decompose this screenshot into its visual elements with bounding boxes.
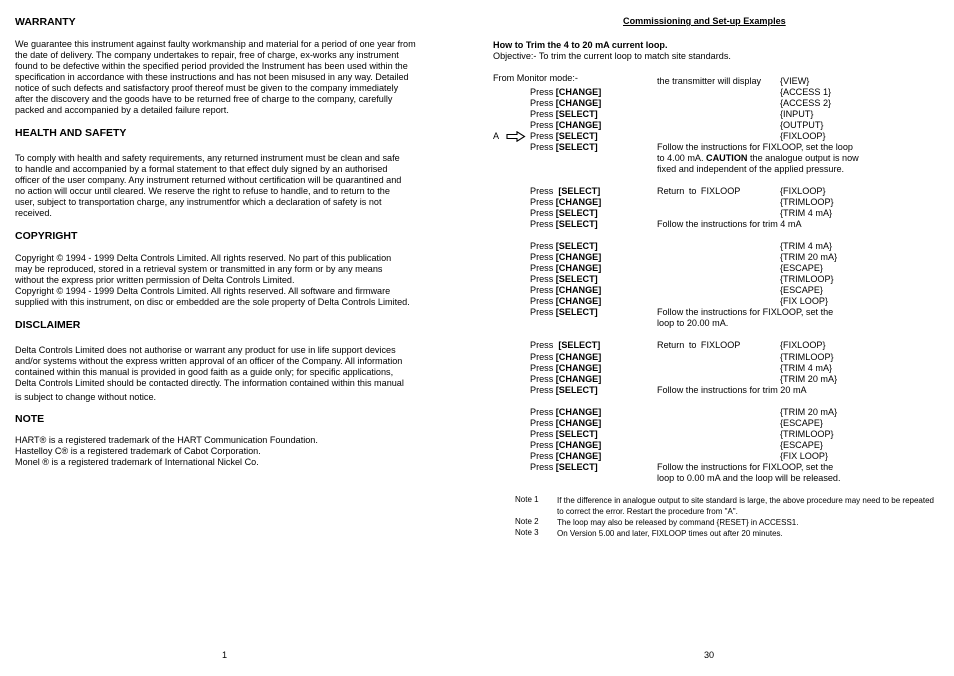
step-row: Press [CHANGE] xyxy=(530,296,602,306)
disclaimer-paragraph: Delta Controls Limited does not authorise or warrant any product for use in life support devices and/or systems without the express written approval of an officer of the Company. All information contained within this manual is provided in good faith as a guide only; for specific applications, Delta Controls Limited should be contacted directly. The information contained within this manual is subject to change without notice. xyxy=(15,345,404,402)
instruction-text: Follow the instructions for trim 4 mA xyxy=(657,219,802,229)
disclaimer-heading: DISCLAIMER xyxy=(15,319,81,331)
instruction-text: Return to FIXLOOP xyxy=(657,186,741,196)
display-value: {FIX LOOP} xyxy=(780,296,829,306)
step-row: Press [CHANGE] xyxy=(530,252,602,262)
note-label: Note 3 xyxy=(515,528,539,537)
display-value: {TRIM 4 mA} xyxy=(780,363,833,373)
step-row: Press [SELECT] xyxy=(530,208,598,218)
display-value: {TRIM 4 mA} xyxy=(780,208,833,218)
instruction-text: loop to 0.00 mA and the loop will be released. xyxy=(657,473,841,483)
display-value: {ESCAPE} xyxy=(780,418,823,428)
step-row: Press [CHANGE] xyxy=(530,285,602,295)
display-value: {ESCAPE} xyxy=(780,285,823,295)
step-row: Press [CHANGE] xyxy=(530,418,602,428)
objective-text: Objective:- To trim the current loop to match site standards. xyxy=(493,51,731,61)
display-value: {INPUT} xyxy=(780,109,814,119)
step-row: Press [SELECT] xyxy=(530,340,601,350)
left-page-number: 1 xyxy=(222,650,228,660)
copyright-paragraph: Copyright © 1994 - 1999 Delta Controls Limited. All rights reserved. No part of this publication may be reproduced, stored in a retrieval system or transmitted in any form or by any means without the express prior written permission of Delta Controls Limited. Copyright © 1994 - 1999 Delta Controls Limited. All rights reserved. All software and firmware supplied with this instrument, on disc or embedded are the sole property of Delta Controls Limited. xyxy=(15,253,410,307)
step-row: Press [SELECT] xyxy=(530,131,598,141)
display-value: {TRIMLOOP} xyxy=(780,274,834,284)
display-value: {TRIMLOOP} xyxy=(780,352,834,362)
step-row: Press [CHANGE] xyxy=(530,87,602,97)
warranty-paragraph: We guarantee this instrument against faulty workmanship and material for a period of one year from the date of delivery. The company undertakes to repair, free of charge, ex-works any instrument found to be defective within the specified period provided the Instrument has been used within the specification in accordance with these instructions and has not been misused in any way. Detailed notice of such defects and satisfactory proof thereof must be given to the company immediately after the discovery and the goods have to be returned free of charge to the company, carefully packed and accompanied by a detailed failure report. xyxy=(15,39,416,115)
display-value: {FIX LOOP} xyxy=(780,451,829,461)
step-row: Press [SELECT] xyxy=(530,307,598,317)
step-row: Press [SELECT] xyxy=(530,219,598,229)
display-value: {VIEW} xyxy=(780,76,810,86)
note-text: If the difference in analogue output to site standard is large, the above procedure may need to be repeated to correct the error. Restart the procedure from "A". xyxy=(557,496,934,516)
step-row: Press [SELECT] xyxy=(530,274,598,284)
display-value: {FIXLOOP} xyxy=(780,131,826,141)
note-label: Note 1 xyxy=(515,495,539,504)
display-value: {TRIM 20 mA} xyxy=(780,374,838,384)
instruction-text: Return to FIXLOOP xyxy=(657,340,741,350)
instruction-text: loop to 20.00 mA. xyxy=(657,318,729,328)
step-row: Press [CHANGE] xyxy=(530,374,602,384)
note-paragraph: HART® is a registered trademark of the HART Communication Foundation. Hastelloy C® is a registered trademark of Cabot Corporation. Monel ® is a registered trademark of International Nickel Co. xyxy=(15,435,318,467)
step-row: Press [CHANGE] xyxy=(530,440,602,450)
procedure-subtitle: How to Trim the 4 to 20 mA current loop. xyxy=(493,40,668,50)
note-text: The loop may also be released by command {RESET} in ACCESS1. xyxy=(557,518,799,527)
note-label: Note 2 xyxy=(515,517,539,526)
display-value: {TRIM 20 mA} xyxy=(780,407,838,417)
note-text: On Version 5.00 and later, FIXLOOP times out after 20 minutes. xyxy=(557,529,783,538)
display-value: {ESCAPE} xyxy=(780,440,823,450)
marker-a-label: A xyxy=(493,131,500,141)
instruction-text: Follow the instructions for FIXLOOP, set the xyxy=(657,462,834,472)
step-row: Press [CHANGE] xyxy=(530,263,602,273)
display-value: {ACCESS 1} xyxy=(780,87,832,97)
step-row: Press [CHANGE] xyxy=(530,98,602,108)
section-title: Commissioning and Set-up Examples xyxy=(623,16,786,26)
display-value: {OUTPUT} xyxy=(780,120,824,130)
health-safety-paragraph: To comply with health and safety requirements, any returned instrument must be clean and safe to handle and accompanied by a formal statement to that effect duly signed by an authorised officer of the user company. Any instrument returned without certification will be quarantined and no action will occur until cleared. We reserve the right to refuse to handle, and to return to the user, subject to transportation charge, any instrumentfor which a declaration of safety is not received. xyxy=(15,153,402,218)
step-row: Press [CHANGE] xyxy=(530,363,602,373)
instruction-text: Follow the instructions for FIXLOOP, set the loop xyxy=(657,142,853,152)
instruction-text: fixed and independent of the applied pressure. xyxy=(657,164,845,174)
display-value: {TRIMLOOP} xyxy=(780,197,834,207)
step-row: Press [SELECT] xyxy=(530,142,598,152)
health-safety-heading: HEALTH AND SAFETY xyxy=(15,127,127,139)
display-value: {ESCAPE} xyxy=(780,263,823,273)
step-row: Press [SELECT] xyxy=(530,241,598,251)
step-row: Press [SELECT] xyxy=(530,429,598,439)
step-row: Press [SELECT] xyxy=(530,186,601,196)
step-row: Press [CHANGE] xyxy=(530,197,602,207)
note-heading: NOTE xyxy=(15,413,45,425)
step-row: Press [CHANGE] xyxy=(530,352,602,362)
step-row: Press [CHANGE] xyxy=(530,120,602,130)
instruction-text: Follow the instructions for FIXLOOP, set the xyxy=(657,307,834,317)
display-value: {ACCESS 2} xyxy=(780,98,832,108)
warranty-heading: WARRANTY xyxy=(15,16,76,28)
step-row: Press [CHANGE] xyxy=(530,451,602,461)
display-value: {TRIM 20 mA} xyxy=(780,252,838,262)
from-monitor-label: From Monitor mode:- xyxy=(493,73,578,83)
step-row: Press [SELECT] xyxy=(530,462,598,472)
step-row: Press [CHANGE] xyxy=(530,407,602,417)
display-value: {FIXLOOP} xyxy=(780,340,826,350)
display-value: {FIXLOOP} xyxy=(780,186,826,196)
copyright-heading: COPYRIGHT xyxy=(15,230,78,242)
right-page-number: 30 xyxy=(704,650,715,660)
right-arrow-icon xyxy=(506,131,526,142)
step-row: Press [SELECT] xyxy=(530,385,598,395)
display-value: {TRIMLOOP} xyxy=(780,429,834,439)
transmitter-display-label: the transmitter will display xyxy=(657,76,762,86)
step-row: Press [SELECT] xyxy=(530,109,598,119)
display-value: {TRIM 4 mA} xyxy=(780,241,833,251)
instruction-text: to 4.00 mA. CAUTION the analogue output is now xyxy=(657,153,859,163)
instruction-text: Follow the instructions for trim 20 mA xyxy=(657,385,807,395)
